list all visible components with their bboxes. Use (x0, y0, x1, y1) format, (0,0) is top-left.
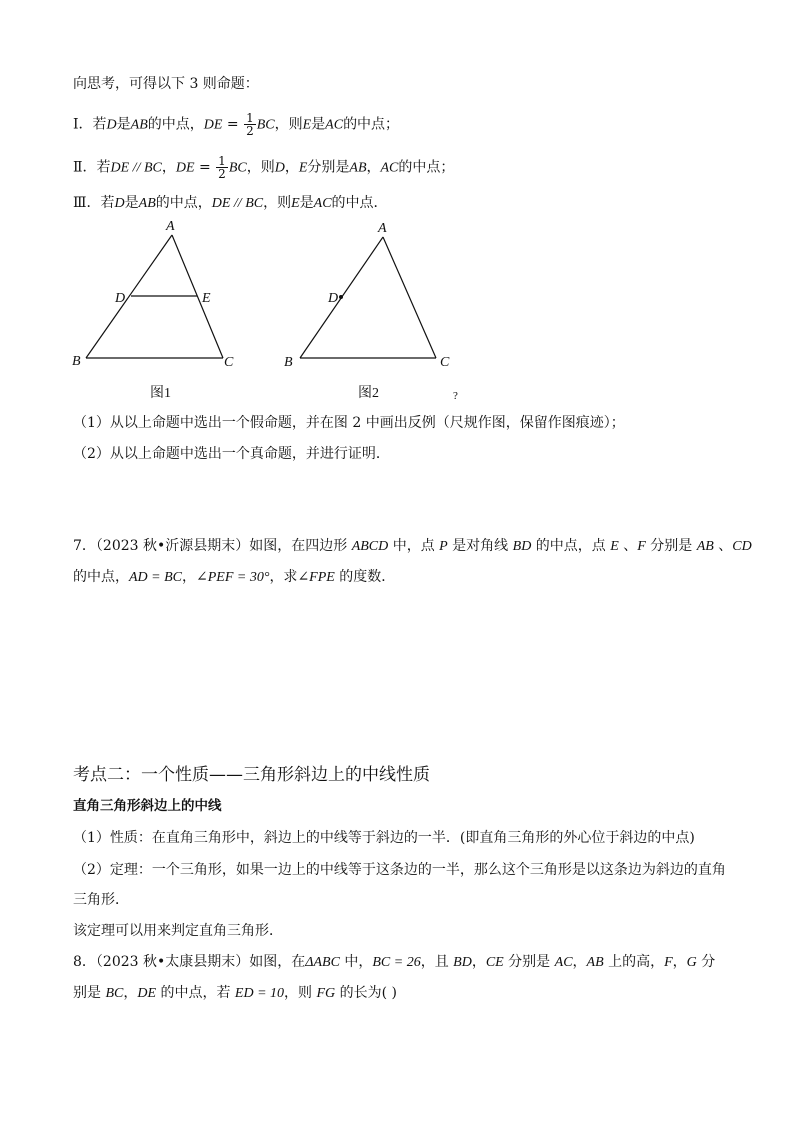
fig2-label-a: A (378, 221, 387, 236)
fraction-half: $\frac{1}{2}$ (218, 154, 226, 181)
section-title: 考点二：一个性质——三角形斜边上的中线性质 (73, 765, 430, 785)
fig2-caption: 图2 (358, 386, 379, 401)
point-d (339, 295, 343, 299)
fig1-label-b: B (72, 354, 81, 369)
proposition-2: Ⅱ．若DE // BC，DE = $\frac{1}{2}$ BC，则D，E分别是AB，AC的中点； (73, 154, 455, 181)
intro-text: 向思考，可得以下 3 则命题： (73, 76, 259, 92)
question-2: （2）从以上命题中选出一个真命题，并进行证明． (73, 446, 390, 462)
problem-7-line-1: 7．（2023 秋•沂源县期末）如图，在四边形 ABCD 中，点 P 是对角线 BD 的中点，点 E 、F 分别是 AB 、CD (73, 538, 752, 554)
fig2-label-d: D (328, 291, 339, 306)
proposition-3: Ⅲ．若D是AB的中点，DE // BC，则E是AC的中点． (73, 195, 388, 211)
fig1-label-c: C (224, 355, 234, 370)
question-1: （1）从以上命题中选出一个假命题，并在图 2 中画出反例（尺规作图，保留作图痕迹）； (73, 415, 625, 431)
theorem-use: 该定理可以用来判定直角三角形． (73, 923, 283, 939)
theorem-line-2: 三角形． (73, 892, 129, 908)
subheading: 直角三角形斜边上的中线 (73, 798, 222, 814)
proposition-1: Ⅰ．若D是AB的中点，DE = $\frac{1}{2}$ BC，则E是AC的中点； (73, 111, 400, 138)
fig2-mark: ? (453, 390, 458, 402)
fig2-label-c: C (440, 355, 450, 370)
fig1-caption: 图1 (150, 386, 171, 401)
fraction-half: $\frac{1}{2}$ (246, 111, 254, 138)
side-ac (383, 237, 436, 358)
fig1-label-d: D (115, 291, 126, 306)
figures (0, 215, 794, 415)
problem-8-line-1: 8．（2023 秋•太康县期末）如图，在ΔABC 中，BC = 26，且 BD，CE 分别是 AC，AB 上的高，F，G 分 (73, 954, 716, 970)
fig1-label-a: A (166, 219, 175, 234)
fig2-label-b: B (284, 355, 293, 370)
property-text: （1）性质：在直角三角形中，斜边上的中线等于斜边的一半．(即直角三角形的外心位于斜边的中点) (73, 830, 695, 846)
problem-7-line-2: 的中点，AD = BC，∠PEF = 30°，求∠FPE 的度数． (73, 569, 396, 585)
problem-8-line-2: 别是 BC，DE 的中点，若 ED = 10，则 FG 的长为( ) (73, 985, 397, 1001)
theorem-line-1: （2）定理：一个三角形，如果一边上的中线等于这条边的一半，那么这个三角形是以这条边为斜边的直角 (73, 862, 726, 878)
fig1-label-e: E (202, 291, 211, 306)
figure-2-triangle (300, 237, 436, 358)
